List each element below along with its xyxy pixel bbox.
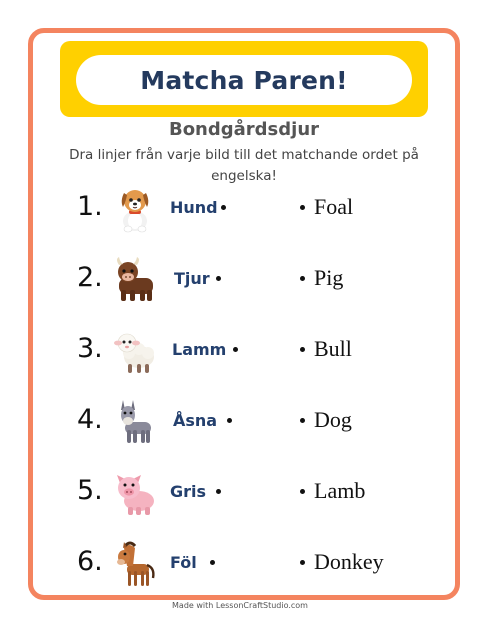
match-row-2 bbox=[33, 252, 455, 312]
match-row-4 bbox=[33, 394, 455, 454]
lamb-icon bbox=[111, 325, 159, 375]
swedish-word: Tjur bbox=[174, 269, 210, 288]
right-match-dot[interactable] bbox=[300, 347, 305, 352]
match-row-5 bbox=[33, 465, 455, 525]
footer-credit: Made with LessonCraftStudio.com bbox=[172, 601, 308, 610]
pig-icon bbox=[111, 467, 159, 517]
row-number: 2. bbox=[77, 262, 103, 293]
left-match-dot[interactable] bbox=[221, 205, 226, 210]
swedish-word: Lamm bbox=[172, 340, 227, 359]
swedish-word: Hund bbox=[170, 198, 218, 217]
left-match-dot[interactable] bbox=[210, 560, 215, 565]
title-banner bbox=[60, 41, 428, 117]
row-number: 4. bbox=[77, 404, 103, 435]
right-match-dot[interactable] bbox=[300, 418, 305, 423]
dog-icon bbox=[111, 183, 159, 233]
english-word: Foal bbox=[314, 194, 354, 219]
swedish-word: Föl bbox=[170, 553, 197, 572]
swedish-word: Åsna bbox=[173, 411, 218, 430]
bull-icon bbox=[111, 254, 159, 304]
english-word: Bull bbox=[314, 336, 352, 361]
left-match-dot[interactable] bbox=[227, 418, 232, 423]
swedish-word: Gris bbox=[170, 482, 207, 501]
left-match-dot[interactable] bbox=[233, 347, 238, 352]
english-word: Lamb bbox=[314, 478, 366, 503]
row-number: 1. bbox=[77, 191, 103, 222]
match-row-3 bbox=[33, 323, 455, 383]
worksheet-frame bbox=[28, 28, 460, 600]
right-match-dot[interactable] bbox=[300, 560, 305, 565]
left-match-dot[interactable] bbox=[216, 276, 221, 281]
row-number: 5. bbox=[77, 475, 103, 506]
instructions: Dra linjer från varje bild till det matchande ordet på engelska! bbox=[69, 147, 419, 184]
left-match-dot[interactable] bbox=[216, 489, 221, 494]
english-word: Pig bbox=[314, 265, 344, 290]
row-number: 3. bbox=[77, 333, 103, 364]
right-match-dot[interactable] bbox=[300, 276, 305, 281]
page-subtitle: Bondgårdsdjur bbox=[168, 119, 320, 140]
title-pill bbox=[76, 55, 412, 105]
right-match-dot[interactable] bbox=[300, 205, 305, 210]
donkey-icon bbox=[111, 396, 159, 446]
match-row-6 bbox=[33, 536, 455, 596]
row-number: 6. bbox=[77, 546, 103, 577]
english-word: Donkey bbox=[314, 549, 384, 574]
page-title: Matcha Paren! bbox=[140, 65, 348, 95]
match-row-1 bbox=[33, 181, 455, 241]
english-word: Dog bbox=[314, 407, 352, 432]
foal-icon bbox=[111, 538, 159, 588]
right-match-dot[interactable] bbox=[300, 489, 305, 494]
